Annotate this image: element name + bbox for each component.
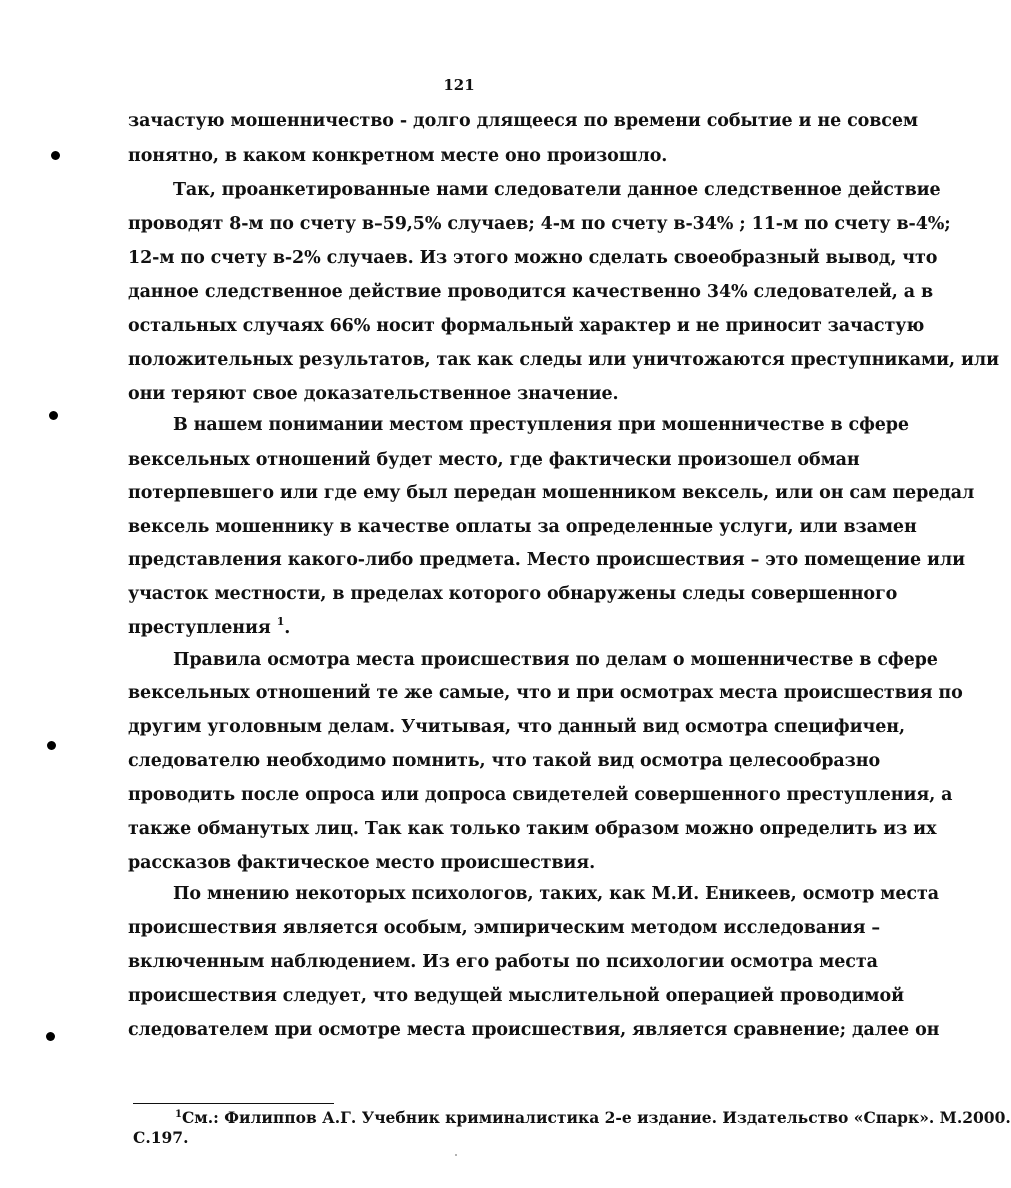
text-line: В нашем понимании местом преступления при мошенничестве в сфере (173, 415, 909, 435)
text-line: следователю необходимо помнить, что такой вид осмотра целесообразно (128, 751, 881, 771)
text-line: проводить после опроса или допроса свидетелей совершенного преступления, а (128, 785, 953, 805)
text-line: 12-м по счету в-2% случаев. Из этого можно сделать своеобразный вывод, что (128, 248, 938, 268)
text-line: данное следственное действие проводится качественно 34% следователей, а в (128, 282, 934, 302)
text-line: участок местности, в пределах которого обнаружены следы совершенного (128, 584, 898, 604)
text-line-with-footnote-ref: преступления $^1$. (128, 615, 291, 638)
text-line: зачастую мошенничество - долго длящееся по времени событие и не совсем (128, 111, 919, 131)
footnote-separator (133, 1103, 334, 1104)
binder-hole-mark-2 (49, 411, 58, 420)
text-line: вексельных отношений те же самые, что и при осмотрах места происшествия по (128, 683, 963, 703)
footnote-marker: 1 (175, 1109, 182, 1120)
text-line: вексельных отношений будет место, где фактически произошел обман (128, 450, 860, 470)
text-line: также обманутых лиц. Так как только таким образом можно определить из их (128, 819, 937, 839)
text-line: следователем при осмотре места происшествия, является сравнение; далее он (128, 1020, 940, 1040)
binder-hole-mark-4 (46, 1032, 55, 1041)
text-line: понятно, в каком конкретном месте оно произошло. (128, 146, 668, 166)
text-line: преступления (128, 618, 271, 638)
text-line: включенным наблюдением. Из его работы по психологии осмотра места (128, 952, 878, 972)
text-line: положительных результатов, так как следы или уничтожаются преступниками, или (128, 350, 999, 370)
footnote-text: См.: Филиппов А.Г. Учебник криминалистика 2-е издание. Издательство «Спарк». М.2000. (181, 1108, 1011, 1127)
text-line: проводят 8-м по счету в–59,5% случаев; 4-м по счету в-34% ; 11-м по счету в-4%; (128, 214, 951, 234)
text-line: рассказов фактическое место происшествия. (128, 853, 596, 873)
text-line: другим уголовным делам. Учитывая, что данный вид осмотра специфичен, (128, 717, 905, 737)
binder-hole-mark-1 (51, 151, 60, 160)
footnote-reference: 1 (276, 615, 285, 628)
text-line: происшествия следует, что ведущей мыслительной операцией проводимой (128, 986, 904, 1006)
text-line: потерпевшего или где ему был передан мошенником вексель, или он сам передал (128, 483, 975, 503)
text-line: По мнению некоторых психологов, таких, как М.И. Еникеев, осмотр места (173, 884, 939, 904)
text-line: вексель мошеннику в качестве оплаты за определенные услуги, или взамен (128, 517, 917, 537)
footnote-line (175, 1108, 1011, 1128)
footnote-line: С.197. (133, 1128, 189, 1147)
scan-speck (455, 1154, 457, 1156)
text-line: происшествия является особым, эмпирическим методом исследования – (128, 918, 881, 938)
binder-hole-mark-3 (47, 741, 56, 750)
page-number: 121 (443, 76, 475, 94)
text-line: остальных случаях 66% носит формальный характер и не приносит зачастую (128, 316, 925, 336)
text-line: Правила осмотра места происшествия по делам о мошенничестве в сфере (173, 650, 938, 670)
text-line: они теряют свое доказательственное значение. (128, 384, 619, 404)
text-line: представления какого-либо предмета. Место происшествия – это помещение или (128, 550, 966, 570)
text-line: Так, проанкетированные нами следователи данное следственное действие (173, 180, 941, 200)
